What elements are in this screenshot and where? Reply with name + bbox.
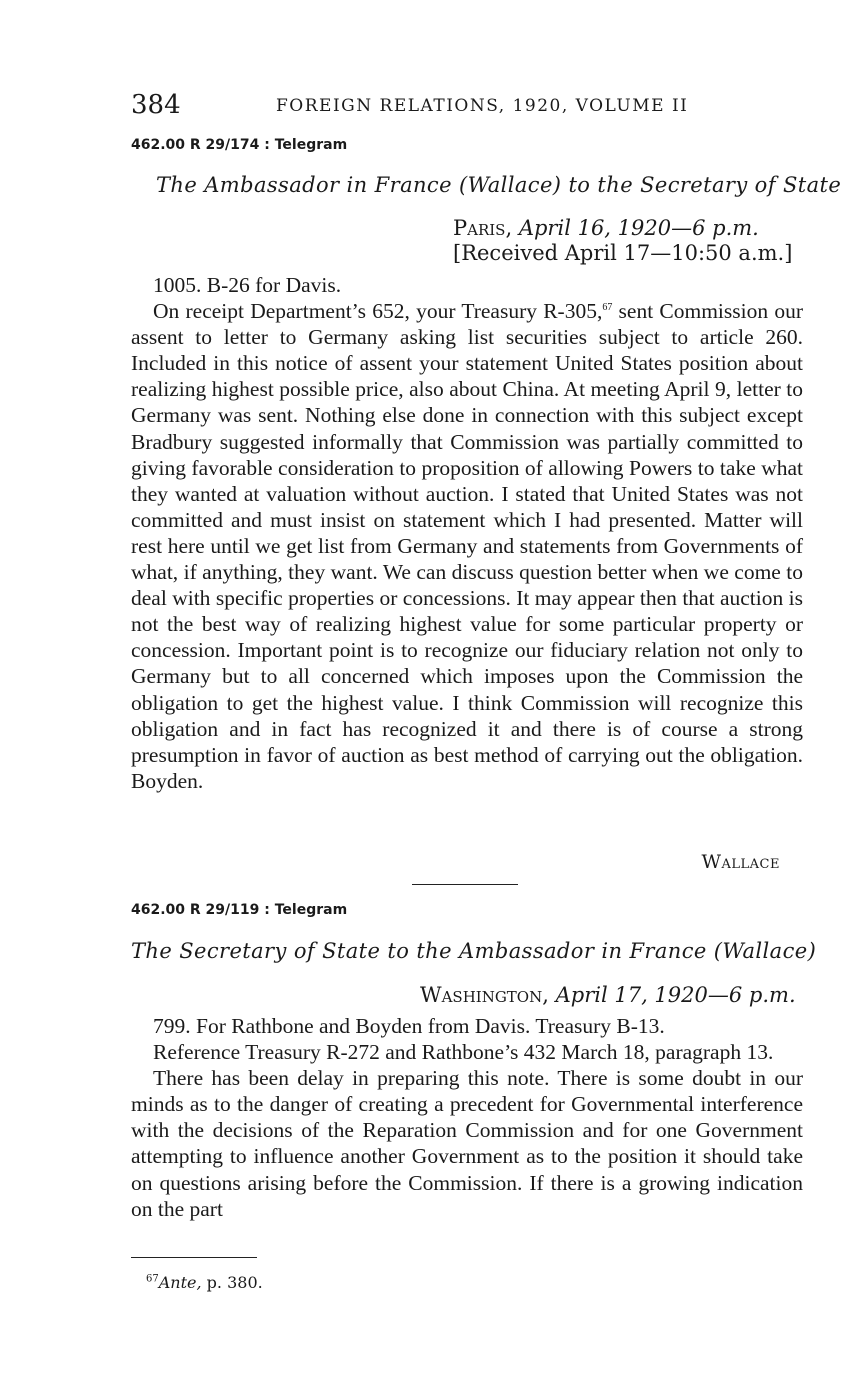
footnote-marker: 67 xyxy=(146,1273,159,1285)
dateline-2 xyxy=(420,983,796,1007)
paragraph: Reference Treasury R-272 and Rathbone’s 432 March 18, paragraph 13. xyxy=(153,1040,774,1065)
dateline-date-2: April 17, 1920—6 p.m. xyxy=(555,983,796,1007)
document-body-1 xyxy=(131,272,803,794)
document-body-2 xyxy=(131,1013,803,1222)
signature-wallace: Wallace xyxy=(701,851,780,873)
paragraph: There has been delay in preparing this note. There is some doubt in our minds as to the danger of creating a precedent for Governmental interference with the decisions of the Reparation Commission and for one Government attempting to influence another Government as to the position it should take on questions arising before the Commission. If there is a growing indication on the part xyxy=(131,1066,803,1221)
dateline-date-1: April 16, 1920—6 p.m. xyxy=(518,216,759,240)
page-number: 384 xyxy=(131,90,181,120)
document-heading-1: The Ambassador in France (Wallace) to the Secretary of State xyxy=(156,173,842,197)
paragraph: 799. For Rathbone and Boyden from Davis. Treasury B-13. xyxy=(153,1014,665,1038)
paragraph-text: sent Commission our assent to letter to Germany asking list securities subject to article 260. Included in this notice of assent your statement United States position about realizing highest possible price, also about China. At meeting April 9, letter to Germany was sent. Nothing else done in connection with this subject except Bradbury suggested informally that Commission was partially committed to giving favorable consideration to proposition of allowing Powers to take what they wanted at valuation without auction. I stated that United States was not committed and must insist on statement which I had presented. Matter will rest here until we get list from Germany and statements from Governments of what, if anything, they want. We can discuss question better when we come to deal with specific properties or concessions. It may appear then that auction is not the best way of realizing highest value for some particular property or concession. Important point is to recognize our fiduciary relation not only to Germany but to all concerned which imposes upon the Commission the obligation to get the highest value. I think Commission will recognize this obligation and in fact has recognized it and there is of course a strong presumption in favor of auction as best method of carrying out the obligation. Boyden. xyxy=(131,299,803,793)
paragraph-text: On receipt Department’s 652, your Treasury R-305, xyxy=(153,299,603,324)
footnote-reference: 67 xyxy=(602,301,613,313)
dateline-place-1: Paris, xyxy=(453,216,513,240)
dateline-1 xyxy=(453,216,759,240)
footnote-67 xyxy=(146,1273,263,1292)
dateline-place-2: Washington, xyxy=(420,983,549,1007)
file-reference-2: 462.00 R 29/119 : Telegram xyxy=(131,902,348,918)
footnote-ante: Ante, xyxy=(158,1273,202,1292)
footnote-text: p. 380. xyxy=(201,1273,263,1292)
running-title: FOREIGN RELATIONS, 1920, VOLUME II xyxy=(276,96,689,116)
file-reference-1: 462.00 R 29/174 : Telegram xyxy=(131,137,348,153)
paragraph: 1005. B-26 for Davis. xyxy=(153,273,342,297)
section-divider xyxy=(412,884,518,885)
document-heading-2: The Secretary of State to the Ambassador in France (Wallace) xyxy=(131,939,817,963)
received-line-1: [Received April 17—10:50 a.m.] xyxy=(453,241,793,265)
paragraph xyxy=(131,298,803,794)
footnote-rule xyxy=(131,1257,257,1258)
